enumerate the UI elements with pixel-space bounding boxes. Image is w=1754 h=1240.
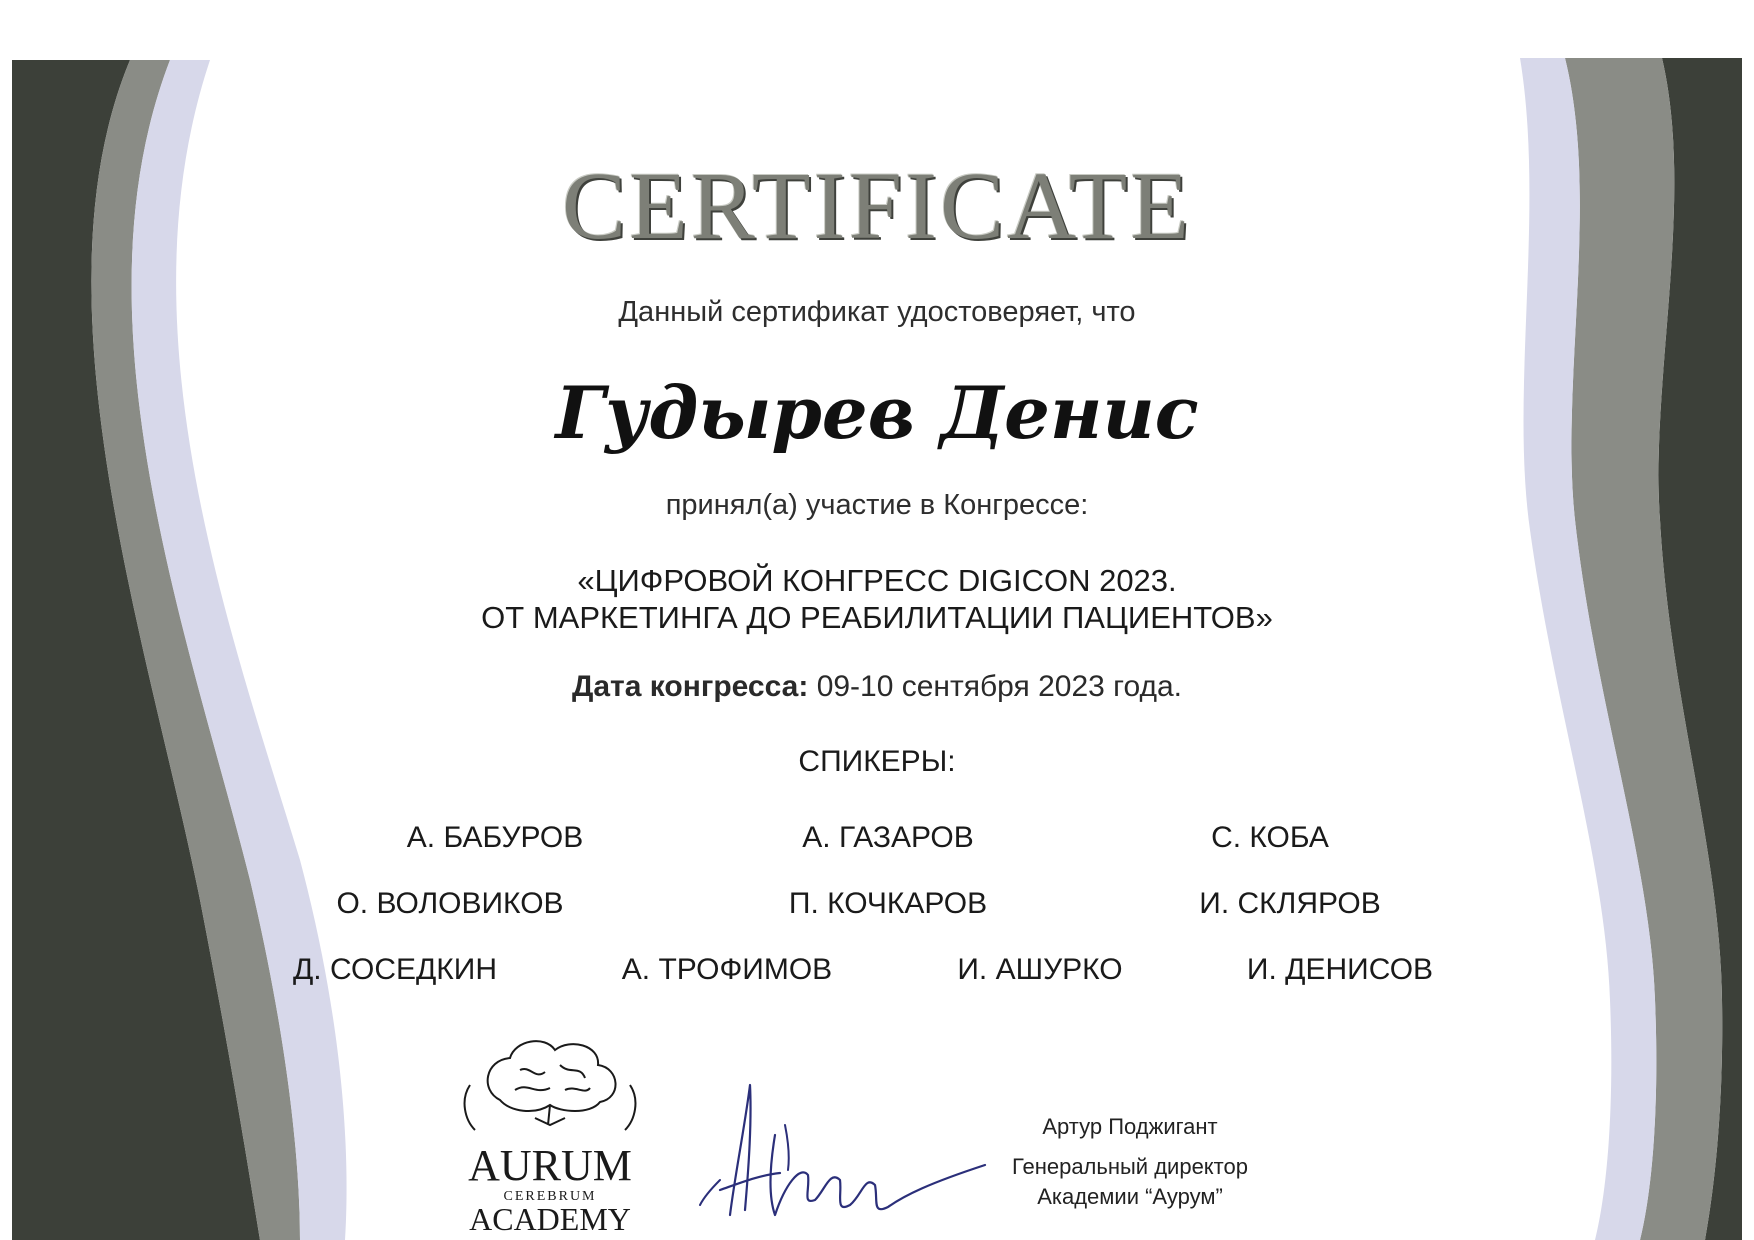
certificate-intro-text: Данный сертификат удостоверяет, что — [618, 296, 1136, 328]
congress-title-line1: «ЦИФРОВОЙ КОНГРЕСС DIGICON 2023. — [577, 563, 1177, 598]
signer-title-line1: Генеральный директор — [1012, 1154, 1248, 1179]
brain-tree-icon — [465, 1041, 636, 1130]
speaker-name: И. АШУРКО — [957, 953, 1123, 986]
speaker-name: А. БАБУРОВ — [406, 821, 584, 854]
speaker-name: Д. СОСЕДКИН — [292, 953, 498, 986]
signature — [690, 1065, 990, 1230]
signer-title-line2: Академии “Аурум” — [1037, 1184, 1223, 1209]
signer-name: Артур Поджигант — [1042, 1114, 1218, 1139]
logo-text-cerebrum: CEREBRUM — [503, 1189, 597, 1204]
speaker-name: И. СКЛЯРОВ — [1199, 887, 1381, 920]
congress-title-line2: ОТ МАРКЕТИНГА ДО РЕАБИЛИТАЦИИ ПАЦИЕНТОВ» — [481, 600, 1273, 635]
aurum-academy-logo — [440, 1030, 660, 1240]
recipient-name: Гудырев Денис — [555, 370, 1199, 455]
logo-text-academy: ACADEMY — [469, 1201, 631, 1237]
speaker-name: П. КОЧКАРОВ — [788, 887, 988, 920]
congress-date-value: 09-10 сентября 2023 года. — [816, 670, 1183, 703]
logo-text-aurum: AURUM — [468, 1141, 632, 1190]
participation-text: принял(а) участие в Конгрессе: — [665, 489, 1089, 521]
speaker-name: О. ВОЛОВИКОВ — [336, 887, 564, 920]
speaker-name: И. ДЕНИСОВ — [1246, 953, 1434, 986]
congress-date — [0, 670, 1754, 704]
speaker-name: А. ТРОФИМОВ — [621, 953, 833, 986]
congress-date-label: Дата конгресса: — [571, 670, 809, 703]
speaker-name: А. ГАЗАРОВ — [802, 821, 974, 854]
speakers-heading: СПИКЕРЫ: — [798, 745, 956, 778]
certificate-title: CERTIFICATE — [562, 152, 1192, 259]
speaker-name: С. КОБА — [1211, 821, 1329, 854]
